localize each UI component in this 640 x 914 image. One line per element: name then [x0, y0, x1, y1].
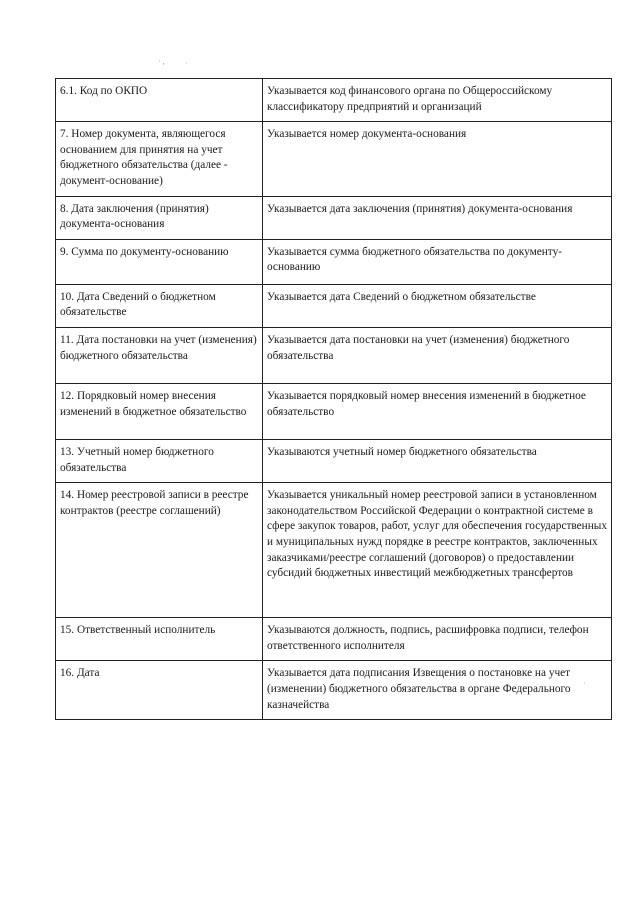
table-row [56, 483, 612, 618]
field-name-cell: 12. Порядковый номер внесения изменений в бюджетное обязательство [56, 383, 263, 439]
field-description-cell: Указывается дата Сведений о бюджетном обязательстве [263, 284, 612, 327]
field-name-cell: 11. Дата постановки на учет (изменения) бюджетного обязательства [56, 327, 263, 383]
fields-table [55, 78, 612, 720]
field-name-cell: 10. Дата Сведений о бюджетном обязательстве [56, 284, 263, 327]
table-row [56, 79, 612, 122]
field-name-cell: 15. Ответственный исполнитель [56, 618, 263, 661]
field-name-cell: 13. Учетный номер бюджетного обязательства [56, 439, 263, 482]
field-name-cell: 7. Номер документа, являющегося основанием для принятия на учет бюджетного обязательства (далее - документ-основание) [56, 122, 263, 196]
table-row [56, 661, 612, 720]
field-description-cell: Указывается номер документа-основания [263, 122, 612, 196]
scan-speck: · , [158, 57, 165, 66]
field-description-cell: Указываются учетный номер бюджетного обязательства [263, 439, 612, 482]
table-row [56, 383, 612, 439]
field-description-cell: Указывается уникальный номер реестровой записи в установленном законодательством Российской Федерации о контрактной системе в сфере закупок товаров, работ, услуг для обеспечения государственных и муниципальных нужд порядке в реестре контрактов, заключенных заказчиками/реестре соглашений (договоров) о предоставлении субсидий бюджетных инвестиций межбюджетных трансфертов [263, 483, 612, 618]
scan-speck: · [583, 679, 586, 688]
field-name-cell: 6.1. Код по ОКПО [56, 79, 263, 122]
field-description-cell: Указываются должность, подпись, расшифровка подписи, телефон ответственного исполнителя [263, 618, 612, 661]
field-description-cell: Указывается сумма бюджетного обязательства по документу-основанию [263, 239, 612, 284]
table-row [56, 196, 612, 239]
table-row [56, 618, 612, 661]
field-description-cell: Указывается дата постановки на учет (изменения) бюджетного обязательства [263, 327, 612, 383]
table-row [56, 327, 612, 383]
field-name-cell: 16. Дата [56, 661, 263, 720]
table-row [56, 439, 612, 482]
field-name-cell: 8. Дата заключения (принятия) документа-основания [56, 196, 263, 239]
table-row [56, 239, 612, 284]
field-description-cell: Указывается дата заключения (принятия) документа-основания [263, 196, 612, 239]
field-description-cell: Указывается порядковый номер внесения изменений в бюджетное обязательство [263, 383, 612, 439]
scan-speck: · [185, 59, 188, 68]
table-row [56, 284, 612, 327]
field-description-cell: Указывается код финансового органа по Общероссийскому классификатору предприятий и организаций [263, 79, 612, 122]
field-description-cell: Указывается дата подписания Извещения о постановке на учет (изменении) бюджетного обязательства в органе Федерального казначейства [263, 661, 612, 720]
field-name-cell: 9. Сумма по документу-основанию [56, 239, 263, 284]
field-name-cell: 14. Номер реестровой записи в реестре контрактов (реестре соглашений) [56, 483, 263, 618]
table-row [56, 122, 612, 196]
